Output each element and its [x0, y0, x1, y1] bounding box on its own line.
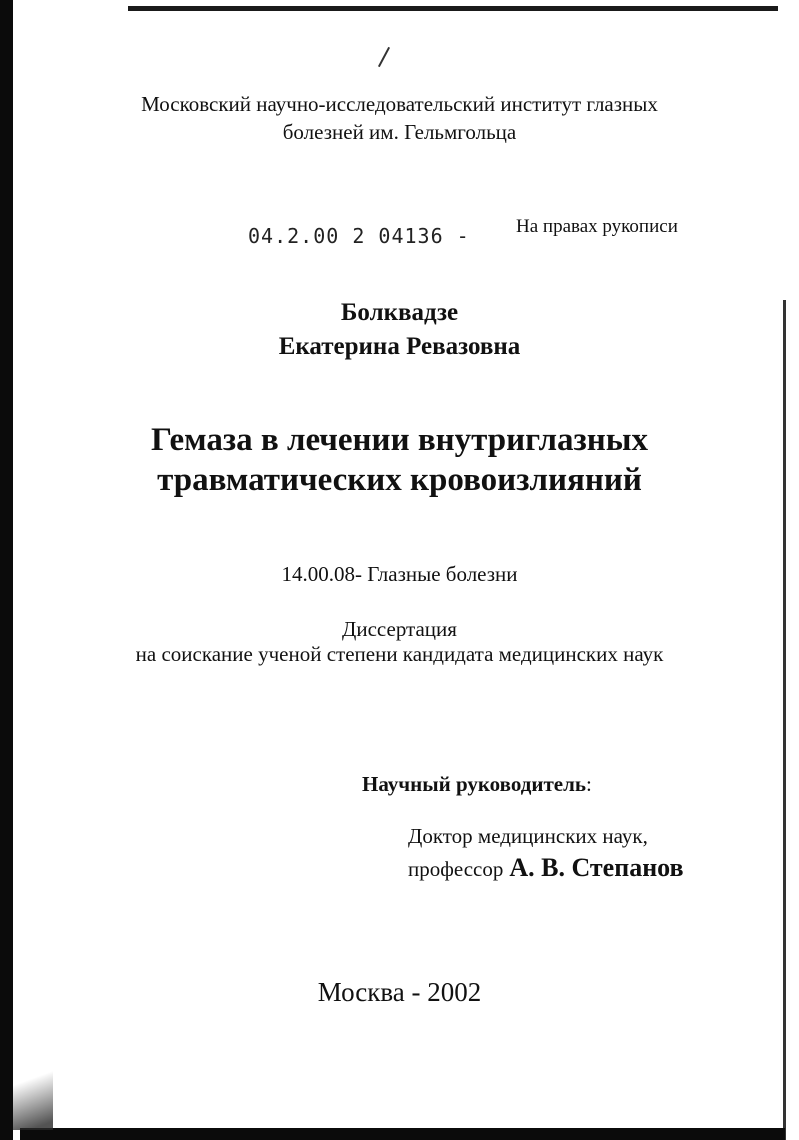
rights-note: На правах рукописи: [516, 216, 678, 237]
title-line-2: травматических кровоизлияний: [157, 462, 642, 498]
supervisor-name-line: [408, 853, 684, 883]
scan-edge-bottom: [20, 1128, 785, 1140]
supervisor-degree: Доктор медицинских наук,: [408, 824, 648, 848]
pen-tick-mark: [378, 47, 390, 67]
author-given-names: Екатерина Ревазовна: [278, 333, 521, 360]
supervisor-position: профессор: [408, 857, 504, 881]
author-surname: Болквадзе: [340, 299, 459, 326]
supervisor-label-line: [362, 772, 592, 797]
supervisor-name: А. В. Степанов: [509, 853, 684, 882]
author: [0, 296, 799, 364]
institute-name: [0, 90, 799, 146]
scan-corner-smudge: [13, 1060, 53, 1130]
scan-edge-top: [128, 6, 778, 11]
place-year: Москва - 2002: [317, 977, 482, 1007]
institute-line-1: Московский научно-исследовательский институт глазных: [141, 92, 658, 116]
specialty: 14.00.08- Глазные болезни: [281, 562, 518, 586]
title-line-1: Гемаза в лечении внутриглазных: [150, 422, 649, 458]
supervisor-colon: :: [586, 772, 592, 796]
registration-number: 04.2.00 2 04136 -: [248, 224, 470, 248]
dissertation-title: [0, 420, 799, 500]
supervisor-label: Научный руководитель: [362, 772, 586, 796]
dissertation-type: [0, 617, 799, 667]
institute-line-2: болезней им. Гельмгольца: [282, 120, 517, 144]
dissertation-line-1: Диссертация: [342, 617, 457, 641]
dissertation-line-2: на соискание ученой степени кандидата медицинских наук: [135, 642, 664, 666]
